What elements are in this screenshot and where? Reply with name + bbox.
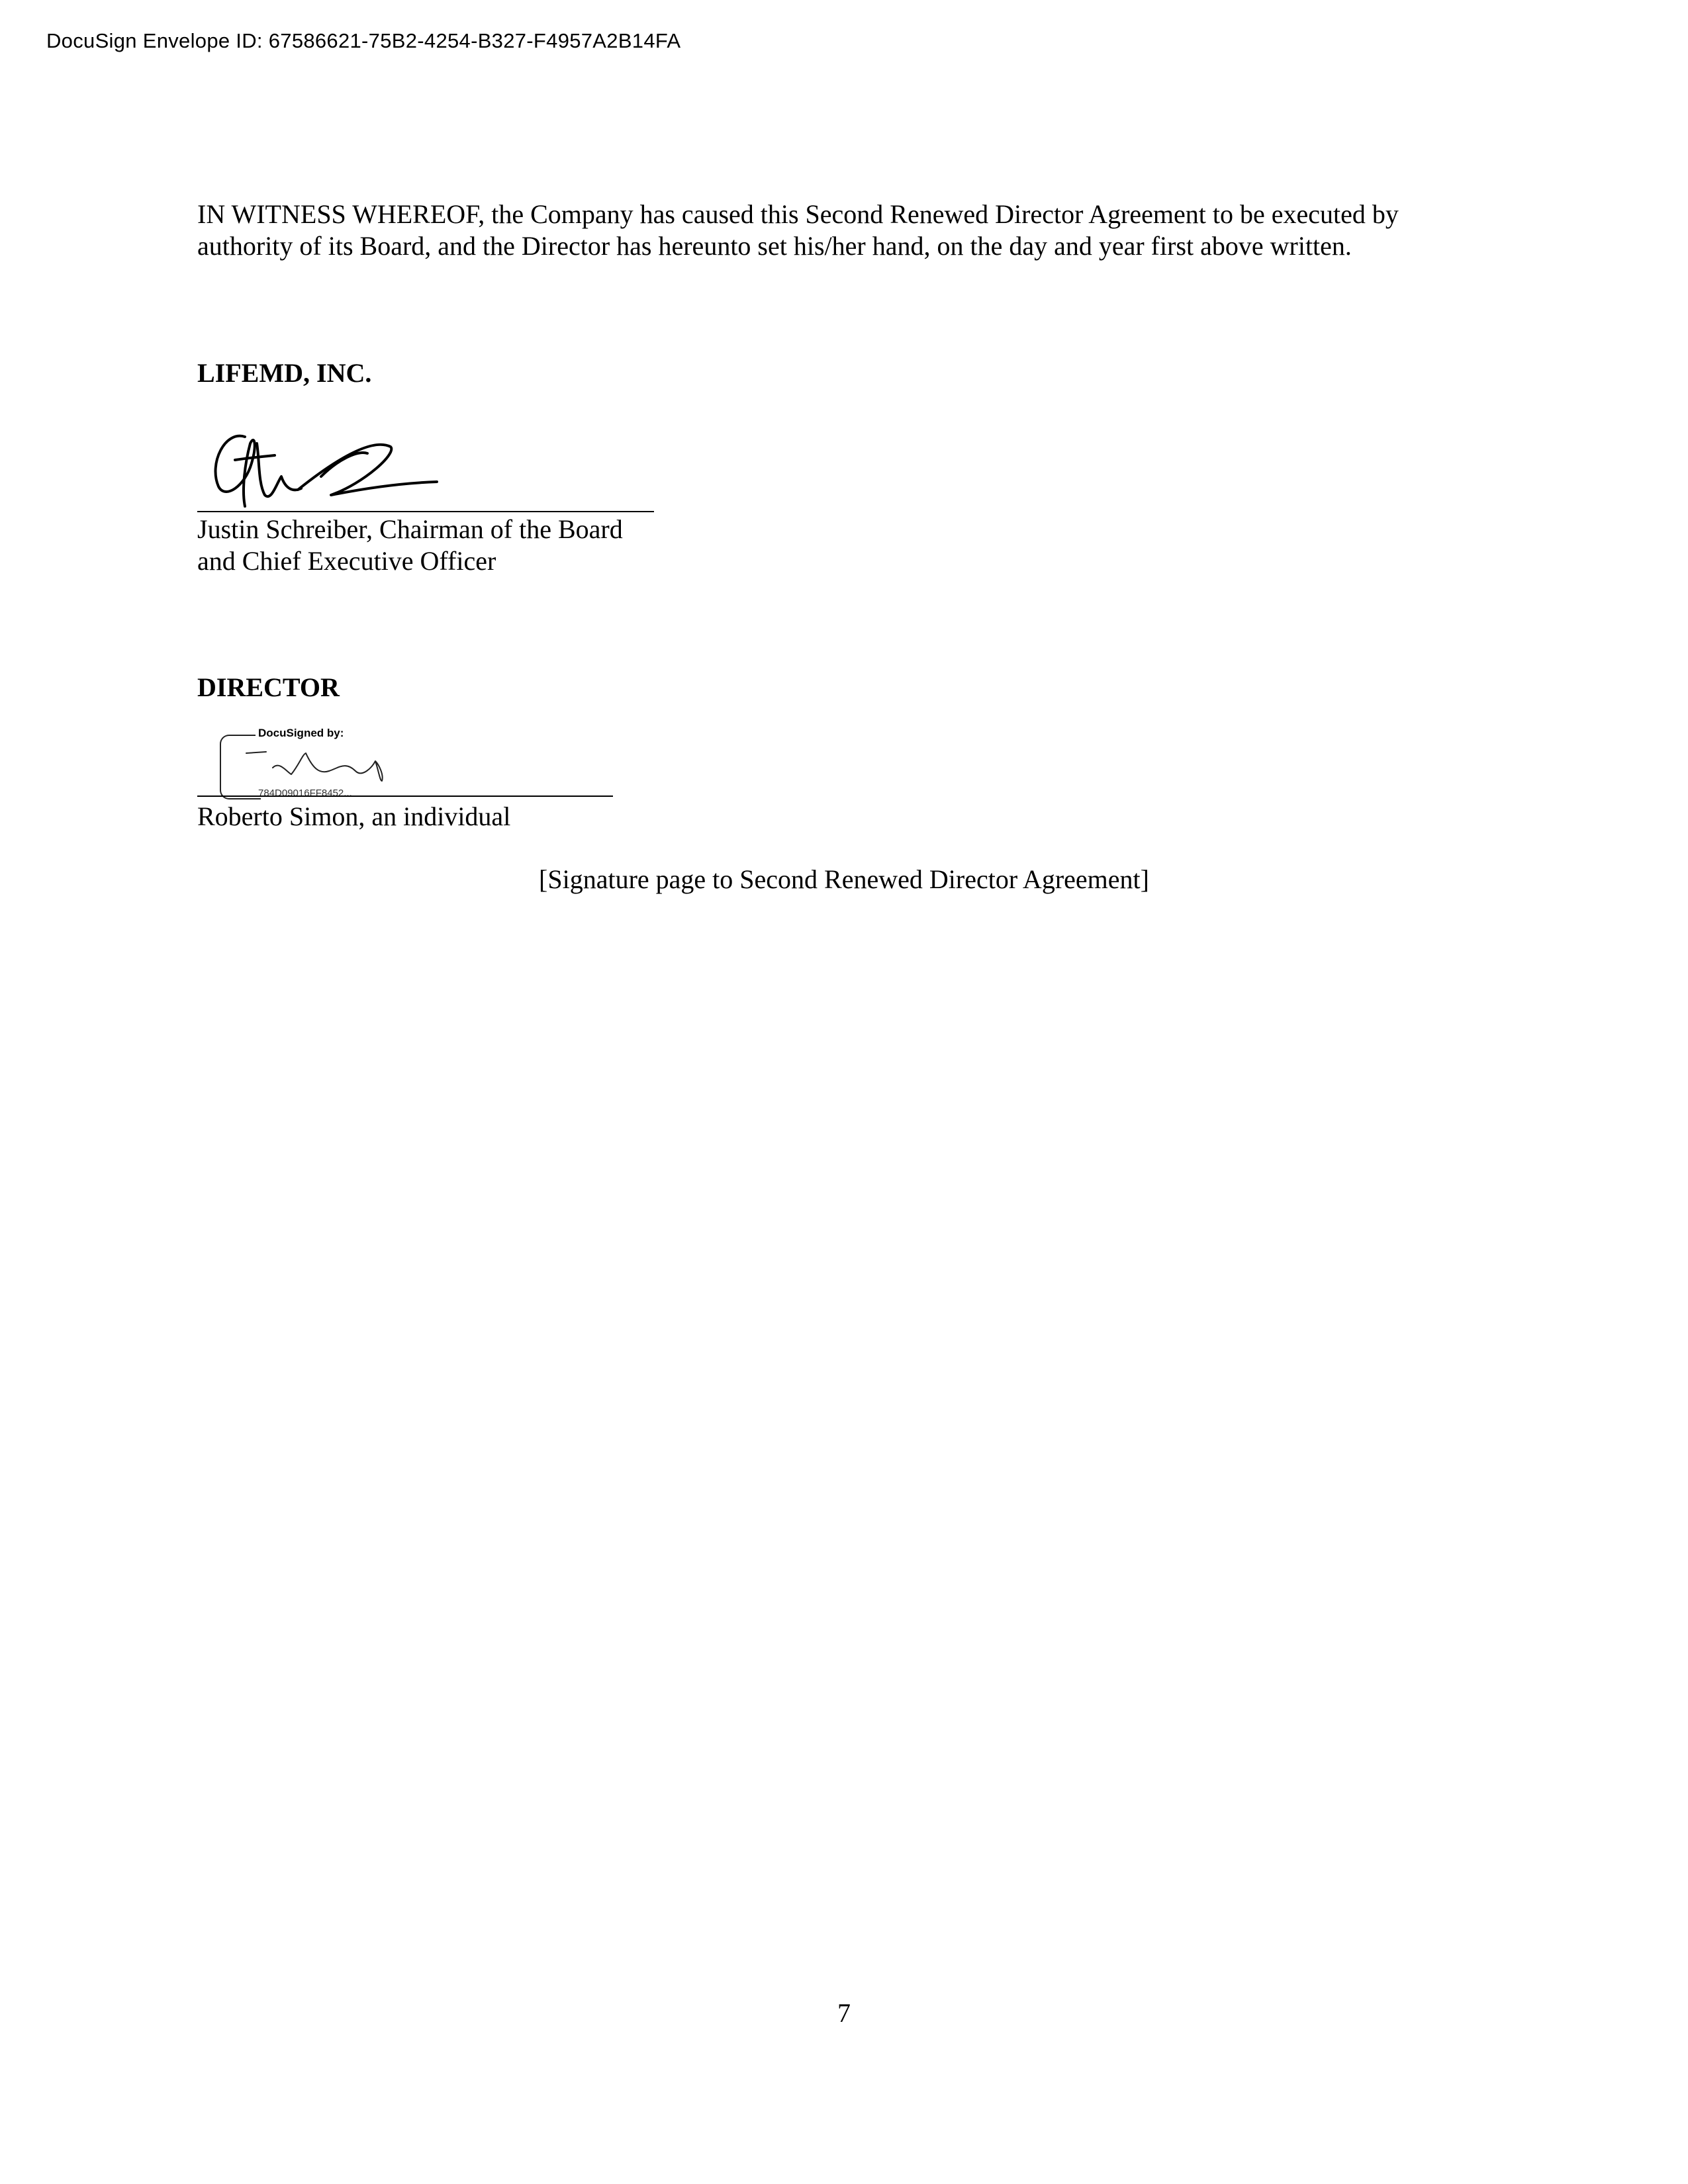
director-signature-line: [197, 796, 613, 797]
director-signer-name: Roberto Simon, an individual: [197, 801, 511, 831]
docusign-envelope-id: DocuSign Envelope ID: 67586621-75B2-4254-B327-F4957A2B14FA: [46, 29, 681, 52]
witness-paragraph-line-1: IN WITNESS WHEREOF, the Company has caused this Second Renewed Director Agreement to be executed by: [197, 199, 1399, 229]
company-signer-block: [197, 514, 623, 577]
company-signature-image: [199, 424, 450, 516]
signature-page-caption: [Signature page to Second Renewed Director Agreement]: [539, 864, 1149, 894]
company-signer-name: Justin Schreiber, Chairman of the Board: [197, 514, 623, 544]
company-signature-line: [197, 511, 654, 512]
director-signature-image: [240, 741, 399, 794]
witness-paragraph-line-2: authority of its Board, and the Director has hereunto set his/her hand, on the day and year first above written.: [197, 231, 1352, 261]
director-heading: DIRECTOR: [197, 672, 340, 702]
docusign-id: 784D09016FF8452...: [258, 788, 352, 799]
witness-paragraph: [197, 199, 1521, 262]
company-heading: LIFEMD, INC.: [197, 358, 372, 388]
docusign-label: DocuSigned by:: [256, 727, 346, 740]
docusign-stamp: [220, 727, 399, 799]
page-number: 7: [837, 1998, 851, 2028]
company-signer-title: and Chief Executive Officer: [197, 546, 496, 576]
